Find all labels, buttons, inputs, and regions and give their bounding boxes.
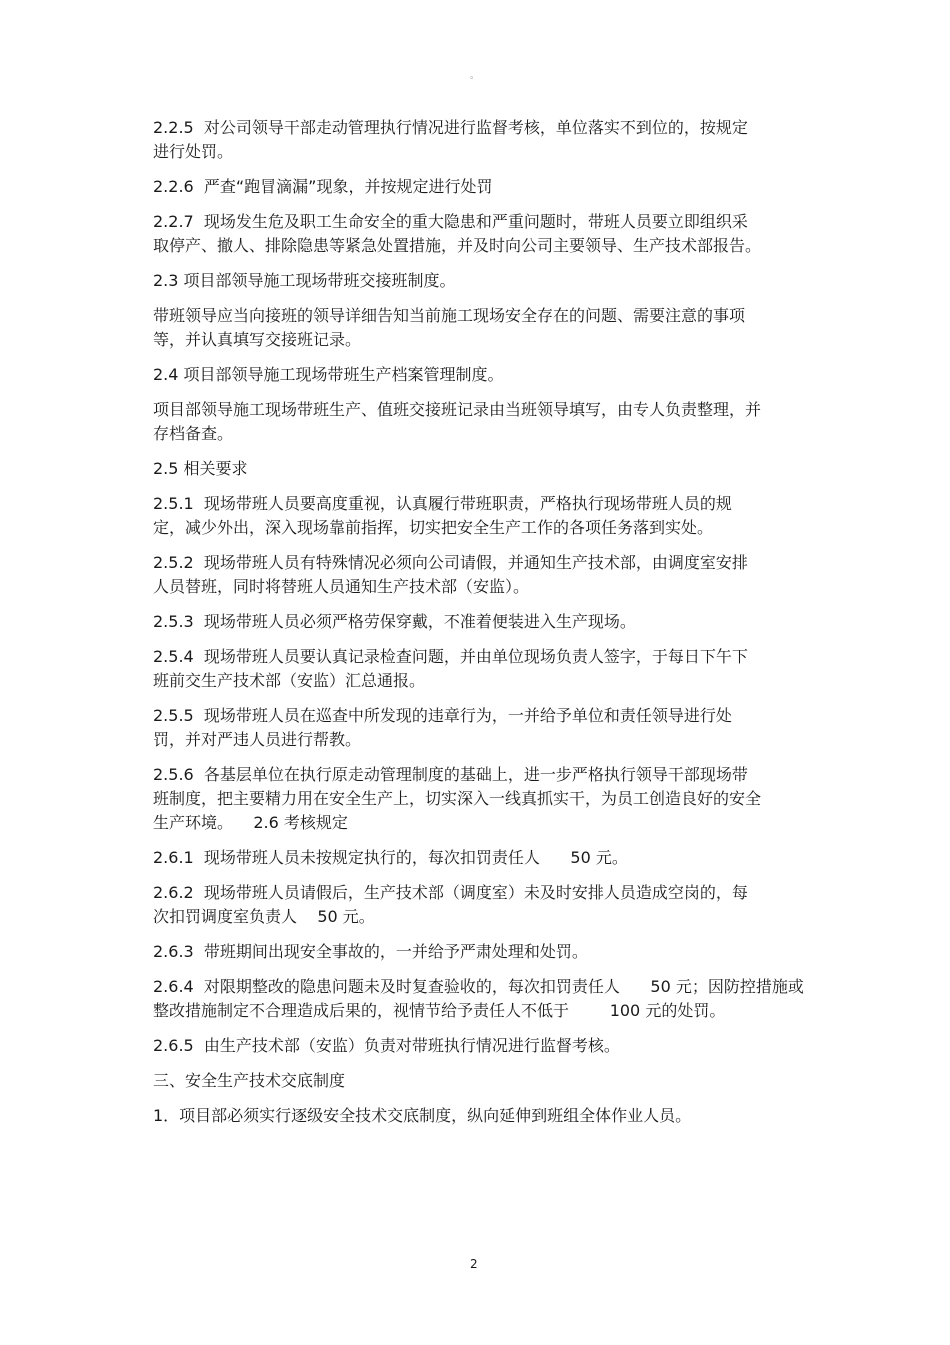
paragraph-2-2-5: 2.2.5 对公司领导干部走动管理执行情况进行监督考核，单位落实不到位的，按规定进行处罚。 [153, 118, 748, 161]
paragraph-handover: 带班领导应当向接班的领导详细告知当前施工现场安全存在的问题、需要注意的事项等，并认真填写交接班记录。 [153, 306, 746, 349]
page-number: 2 [470, 1257, 478, 1271]
paragraph-2-6-5: 2.6.5 由生产技术部（安监）负责对带班执行情况进行监督考核。 [153, 1036, 620, 1055]
section-heading-2-4: 2.4 项目部领导施工现场带班生产档案管理制度。 [153, 365, 504, 384]
paragraph-archive: 项目部领导施工现场带班生产、值班交接班记录由当班领导填写，由专人负责整理，并存档备查。 [153, 400, 762, 443]
paragraph-2-6-3: 2.6.3 带班期间出现安全事故的，一并给予严肃处理和处罚。 [153, 942, 588, 961]
paragraph-2-5-4: 2.5.4 现场带班人员要认真记录检查问题，并由单位现场负责人签字，于每日下午下班前交生产技术部（安监）汇总通报。 [153, 647, 748, 690]
paragraph-2-5-6: 2.5.6 各基层单位在执行原走动管理制度的基础上，进一步严格执行领导干部现场带班制度，把主要精力用在安全生产上，切实深入一线真抓实干，为员工创造良好的安全生产环境。 2.6 考核规定 [153, 765, 762, 832]
paragraph-2-5-5: 2.5.5 现场带班人员在巡查中所发现的违章行为，一并给予单位和责任领导进行处罚，并对严违人员进行帮教。 [153, 706, 732, 749]
paragraph-2-5-2: 2.5.2 现场带班人员有特殊情况必须向公司请假，并通知生产技术部，由调度室安排人员替班，同时将替班人员通知生产技术部（安监）。 [153, 553, 748, 596]
paragraph-2-2-6: 2.2.6 严查“跑冒滴漏”现象，并按规定进行处罚 [153, 177, 493, 196]
section-heading-3: 三、安全生产技术交底制度 [153, 1071, 346, 1090]
paragraph-2-6-2: 2.6.2 现场带班人员请假后，生产技术部（调度室）未及时安排人员造成空岗的，每次扣罚调度室负责人 50 元。 [153, 883, 748, 926]
section-heading-2-3: 2.3 项目部领导施工现场带班交接班制度。 [153, 271, 456, 290]
paragraph-2-6-1: 2.6.1 现场带班人员未按规定执行的，每次扣罚责任人 50 元。 [153, 848, 628, 867]
paragraph-2-5-3: 2.5.3 现场带班人员必须严格劳保穿戴，不准着便装进入生产现场。 [153, 612, 636, 631]
paragraph-3-1: 1．项目部必须实行逐级安全技术交底制度，纵向延伸到班组全体作业人员。 [153, 1106, 692, 1125]
section-heading-2-5: 2.5 相关要求 [153, 459, 248, 478]
paragraph-2-2-7: 2.2.7 现场发生危及职工生命安全的重大隐患和严重问题时，带班人员要立即组织采取停产、撤人、排除隐患等紧急处置措施，并及时向公司主要领导、生产技术部报告。 [153, 212, 762, 255]
document-body [153, 116, 804, 1139]
paragraph-2-5-1: 2.5.1 现场带班人员要高度重视，认真履行带班职责，严格执行现场带班人员的规定，减少外出，深入现场靠前指挥，切实把安全生产工作的各项任务落到实处。 [153, 494, 732, 537]
header-mark: 。 [470, 71, 480, 81]
paragraph-2-6-4: 2.6.4 对限期整改的隐患问题未及时复查验收的，每次扣罚责任人 50 元；因防控措施或整改措施制定不合理造成后果的，视情节给予责任人不低于 100 元的处罚。 [153, 977, 804, 1020]
